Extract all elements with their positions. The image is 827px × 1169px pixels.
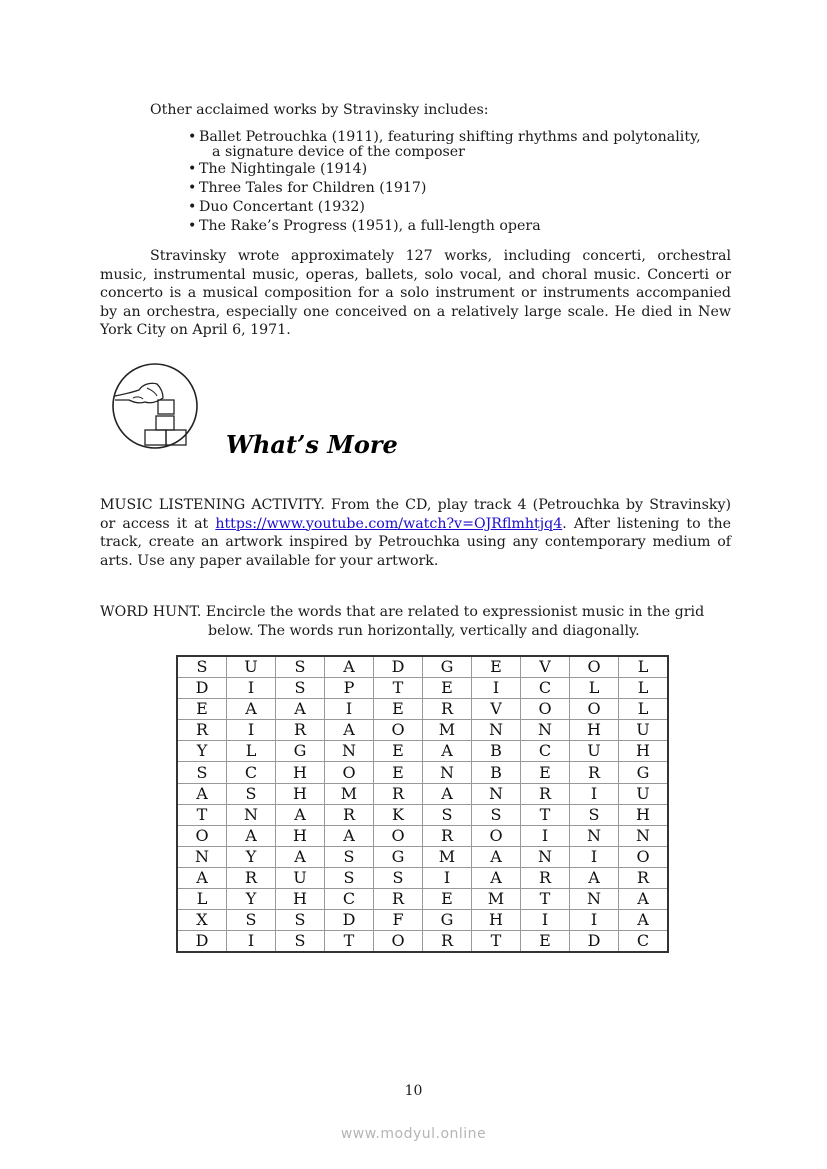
grid-cell[interactable]: O [570, 656, 619, 678]
grid-cell[interactable]: M [325, 783, 374, 804]
grid-cell[interactable]: S [276, 678, 325, 699]
grid-row [177, 889, 668, 910]
grid-cell[interactable]: G [423, 656, 472, 678]
grid-cell[interactable]: C [521, 678, 570, 699]
grid-cell[interactable]: B [472, 741, 521, 762]
grid-cell[interactable]: A [619, 910, 669, 931]
hand-stacking-blocks-icon-svg [111, 362, 199, 450]
grid-cell[interactable]: H [619, 804, 669, 825]
word-search-grid [176, 655, 669, 953]
grid-cell[interactable]: A [570, 867, 619, 888]
grid-cell[interactable]: D [374, 656, 423, 678]
grid-cell[interactable]: I [570, 846, 619, 867]
work-title: The Nightingale (1914) [199, 161, 368, 177]
activity-text-before-link: MUSIC LISTENING ACTIVITY. From the CD, play track 4 (Petrouchka by Stravinsky) or access it at [100, 497, 731, 532]
grid-cell[interactable]: H [276, 889, 325, 910]
word-hunt-line-2: below. The words run horizontally, vertically and diagonally. [208, 622, 640, 639]
grid-row [177, 910, 668, 931]
grid-cell[interactable]: A [472, 867, 521, 888]
grid-cell[interactable]: T [325, 931, 374, 953]
grid-cell[interactable]: O [374, 931, 423, 953]
grid-cell[interactable]: R [227, 867, 276, 888]
grid-cell[interactable]: X [177, 910, 227, 931]
grid-cell[interactable]: K [374, 804, 423, 825]
grid-cell[interactable]: A [619, 889, 669, 910]
grid-cell[interactable]: O [325, 762, 374, 783]
grid-cell[interactable]: S [177, 656, 227, 678]
grid-cell[interactable]: N [570, 889, 619, 910]
grid-cell[interactable]: H [619, 741, 669, 762]
grid-cell[interactable]: L [570, 678, 619, 699]
works-list-item [188, 128, 701, 160]
grid-cell[interactable]: E [374, 699, 423, 720]
grid-cell[interactable]: I [521, 825, 570, 846]
grid-cell[interactable]: C [521, 741, 570, 762]
grid-cell[interactable]: N [325, 741, 374, 762]
grid-cell[interactable]: E [521, 931, 570, 953]
works-list-item [188, 160, 701, 179]
activity-text-after-link: . After listening to the track, create an artwork inspired by Petrouchka using any contemporary medium of arts. Use any paper available for your artwork. [100, 515, 731, 569]
grid-cell[interactable]: E [374, 762, 423, 783]
grid-cell[interactable]: N [521, 720, 570, 741]
grid-cell[interactable]: D [177, 678, 227, 699]
word-hunt-line-1: WORD HUNT. Encircle the words that are related to expressionist music in the grid [100, 604, 705, 620]
grid-row [177, 931, 668, 953]
grid-cell[interactable]: M [423, 720, 472, 741]
grid-cell[interactable]: A [423, 741, 472, 762]
grid-cell[interactable]: T [521, 889, 570, 910]
grid-cell[interactable]: A [325, 825, 374, 846]
grid-row [177, 846, 668, 867]
page-number: 10 [404, 1083, 423, 1099]
grid-row [177, 804, 668, 825]
grid-cell[interactable]: N [619, 825, 669, 846]
grid-cell[interactable]: L [619, 656, 669, 678]
grid-cell[interactable]: N [227, 804, 276, 825]
grid-cell[interactable]: A [177, 867, 227, 888]
grid-cell[interactable]: U [276, 867, 325, 888]
work-description-continued: a signature device of the composer [212, 144, 465, 160]
grid-cell[interactable]: S [276, 656, 325, 678]
grid-cell[interactable]: R [521, 783, 570, 804]
grid-cell[interactable]: V [521, 656, 570, 678]
grid-row [177, 825, 668, 846]
works-list-item [188, 217, 701, 236]
word-hunt-instructions [100, 603, 731, 640]
grid-row [177, 720, 668, 741]
grid-cell[interactable]: I [325, 699, 374, 720]
grid-cell[interactable]: S [374, 867, 423, 888]
grid-cell[interactable]: R [423, 825, 472, 846]
grid-cell[interactable]: S [227, 783, 276, 804]
grid-cell[interactable]: A [276, 804, 325, 825]
grid-cell[interactable]: O [374, 720, 423, 741]
grid-cell[interactable]: I [227, 931, 276, 953]
grid-cell[interactable]: C [619, 931, 669, 953]
grid-cell[interactable]: G [374, 846, 423, 867]
grid-cell[interactable]: A [472, 846, 521, 867]
youtube-link[interactable]: https://www.youtube.com/watch?v=OJRflmhtjq4 [215, 515, 563, 532]
grid-cell[interactable]: R [619, 867, 669, 888]
grid-cell[interactable]: A [325, 656, 374, 678]
grid-cell[interactable]: E [521, 762, 570, 783]
grid-cell[interactable]: E [177, 699, 227, 720]
grid-cell[interactable]: E [472, 656, 521, 678]
grid-cell[interactable]: U [227, 656, 276, 678]
grid-row [177, 656, 668, 678]
grid-cell[interactable]: H [570, 720, 619, 741]
grid-cell[interactable]: H [276, 762, 325, 783]
music-listening-activity [100, 496, 731, 570]
grid-cell[interactable]: S [325, 867, 374, 888]
grid-cell[interactable]: O [619, 846, 669, 867]
grid-row [177, 783, 668, 804]
grid-cell[interactable]: S [227, 910, 276, 931]
grid-cell[interactable]: R [276, 720, 325, 741]
grid-cell[interactable]: Y [227, 846, 276, 867]
grid-cell[interactable]: C [325, 889, 374, 910]
grid-cell[interactable]: C [227, 762, 276, 783]
grid-cell[interactable]: M [472, 889, 521, 910]
grid-cell[interactable]: I [570, 910, 619, 931]
grid-cell[interactable]: R [374, 783, 423, 804]
work-title: The Rake’s Progress (1951), a full-length opera [199, 218, 541, 234]
grid-cell[interactable]: I [423, 867, 472, 888]
grid-row [177, 762, 668, 783]
grid-cell[interactable]: I [472, 678, 521, 699]
grid-cell[interactable]: E [423, 889, 472, 910]
grid-cell[interactable]: G [619, 762, 669, 783]
grid-cell[interactable]: P [325, 678, 374, 699]
grid-cell[interactable]: H [276, 825, 325, 846]
grid-cell[interactable]: L [619, 699, 669, 720]
grid-cell[interactable]: I [570, 783, 619, 804]
grid-cell[interactable]: O [521, 699, 570, 720]
grid-cell[interactable]: R [423, 699, 472, 720]
grid-cell[interactable]: A [227, 699, 276, 720]
grid-cell[interactable]: L [177, 889, 227, 910]
grid-cell[interactable]: Y [227, 889, 276, 910]
grid-cell[interactable]: L [227, 741, 276, 762]
grid-cell[interactable]: A [325, 720, 374, 741]
grid-cell[interactable]: D [325, 910, 374, 931]
grid-cell[interactable]: S [276, 931, 325, 953]
grid-cell[interactable]: R [423, 931, 472, 953]
grid-cell[interactable]: R [374, 889, 423, 910]
grid-cell[interactable]: N [472, 720, 521, 741]
grid-cell[interactable]: Y [177, 741, 227, 762]
grid-cell[interactable]: A [276, 846, 325, 867]
grid-cell[interactable]: S [570, 804, 619, 825]
grid-cell[interactable]: D [177, 931, 227, 953]
grid-cell[interactable]: T [521, 804, 570, 825]
grid-cell[interactable]: O [570, 699, 619, 720]
grid-row [177, 867, 668, 888]
grid-cell[interactable]: R [325, 804, 374, 825]
grid-cell[interactable]: R [570, 762, 619, 783]
grid-cell[interactable]: R [177, 720, 227, 741]
grid-cell[interactable]: S [177, 762, 227, 783]
grid-cell[interactable]: I [227, 720, 276, 741]
section-heading: What’s More [226, 430, 398, 459]
grid-cell[interactable]: I [227, 678, 276, 699]
grid-cell[interactable]: O [177, 825, 227, 846]
grid-cell[interactable]: L [619, 678, 669, 699]
grid-cell[interactable]: E [423, 678, 472, 699]
grid-cell[interactable]: A [276, 699, 325, 720]
grid-cell[interactable]: A [227, 825, 276, 846]
work-title: Duo Concertant (1932) [199, 199, 365, 215]
grid-cell[interactable]: M [423, 846, 472, 867]
grid-cell[interactable]: F [374, 910, 423, 931]
grid-cell[interactable]: S [423, 804, 472, 825]
grid-cell[interactable]: O [472, 825, 521, 846]
works-list-item [188, 179, 701, 198]
grid-cell[interactable]: U [570, 741, 619, 762]
grid-row [177, 699, 668, 720]
grid-cell[interactable]: S [472, 804, 521, 825]
grid-row [177, 741, 668, 762]
grid-cell[interactable]: E [374, 741, 423, 762]
stravinsky-paragraph: Stravinsky wrote approximately 127 works, including concerti, orchestral music, instrumental music, operas, ballets, solo vocal, and choral music. Concerti or concerto is a musical composition for a solo instrument or instruments accompanied by an orchestra, especially one conceived on a relatively large scale. He died in New York City on April 6, 1971. [100, 248, 731, 338]
grid-cell[interactable]: U [619, 720, 669, 741]
grid-cell[interactable]: T [374, 678, 423, 699]
grid-cell[interactable]: N [472, 783, 521, 804]
grid-cell[interactable]: N [423, 762, 472, 783]
grid-cell[interactable]: N [177, 846, 227, 867]
work-title: Three Tales for Children (1917) [199, 180, 427, 196]
grid-cell[interactable]: U [619, 783, 669, 804]
grid-cell[interactable]: O [374, 825, 423, 846]
grid-cell[interactable]: S [325, 846, 374, 867]
grid-cell[interactable]: N [521, 846, 570, 867]
grid-cell[interactable]: D [570, 931, 619, 953]
grid-row [177, 678, 668, 699]
grid-cell[interactable]: A [423, 783, 472, 804]
intro-sentence: Other acclaimed works by Stravinsky includes: [150, 102, 489, 118]
grid-cell[interactable]: H [472, 910, 521, 931]
grid-cell[interactable]: I [521, 910, 570, 931]
work-title: Ballet Petrouchka (1911), featuring shifting rhythms and polytonality, [199, 129, 701, 145]
works-list [188, 128, 701, 236]
grid-cell[interactable]: B [472, 762, 521, 783]
grid-cell[interactable]: S [276, 910, 325, 931]
grid-cell[interactable]: G [276, 741, 325, 762]
grid-cell[interactable]: R [521, 867, 570, 888]
grid-cell[interactable]: G [423, 910, 472, 931]
grid-cell[interactable]: T [472, 931, 521, 953]
grid-cell[interactable]: T [177, 804, 227, 825]
hand-stacking-blocks-icon [111, 362, 199, 450]
grid-cell[interactable]: A [177, 783, 227, 804]
works-list-item [188, 198, 701, 217]
grid-cell[interactable]: H [276, 783, 325, 804]
watermark: www.modyul.online [340, 1126, 487, 1142]
grid-cell[interactable]: V [472, 699, 521, 720]
grid-cell[interactable]: N [570, 825, 619, 846]
